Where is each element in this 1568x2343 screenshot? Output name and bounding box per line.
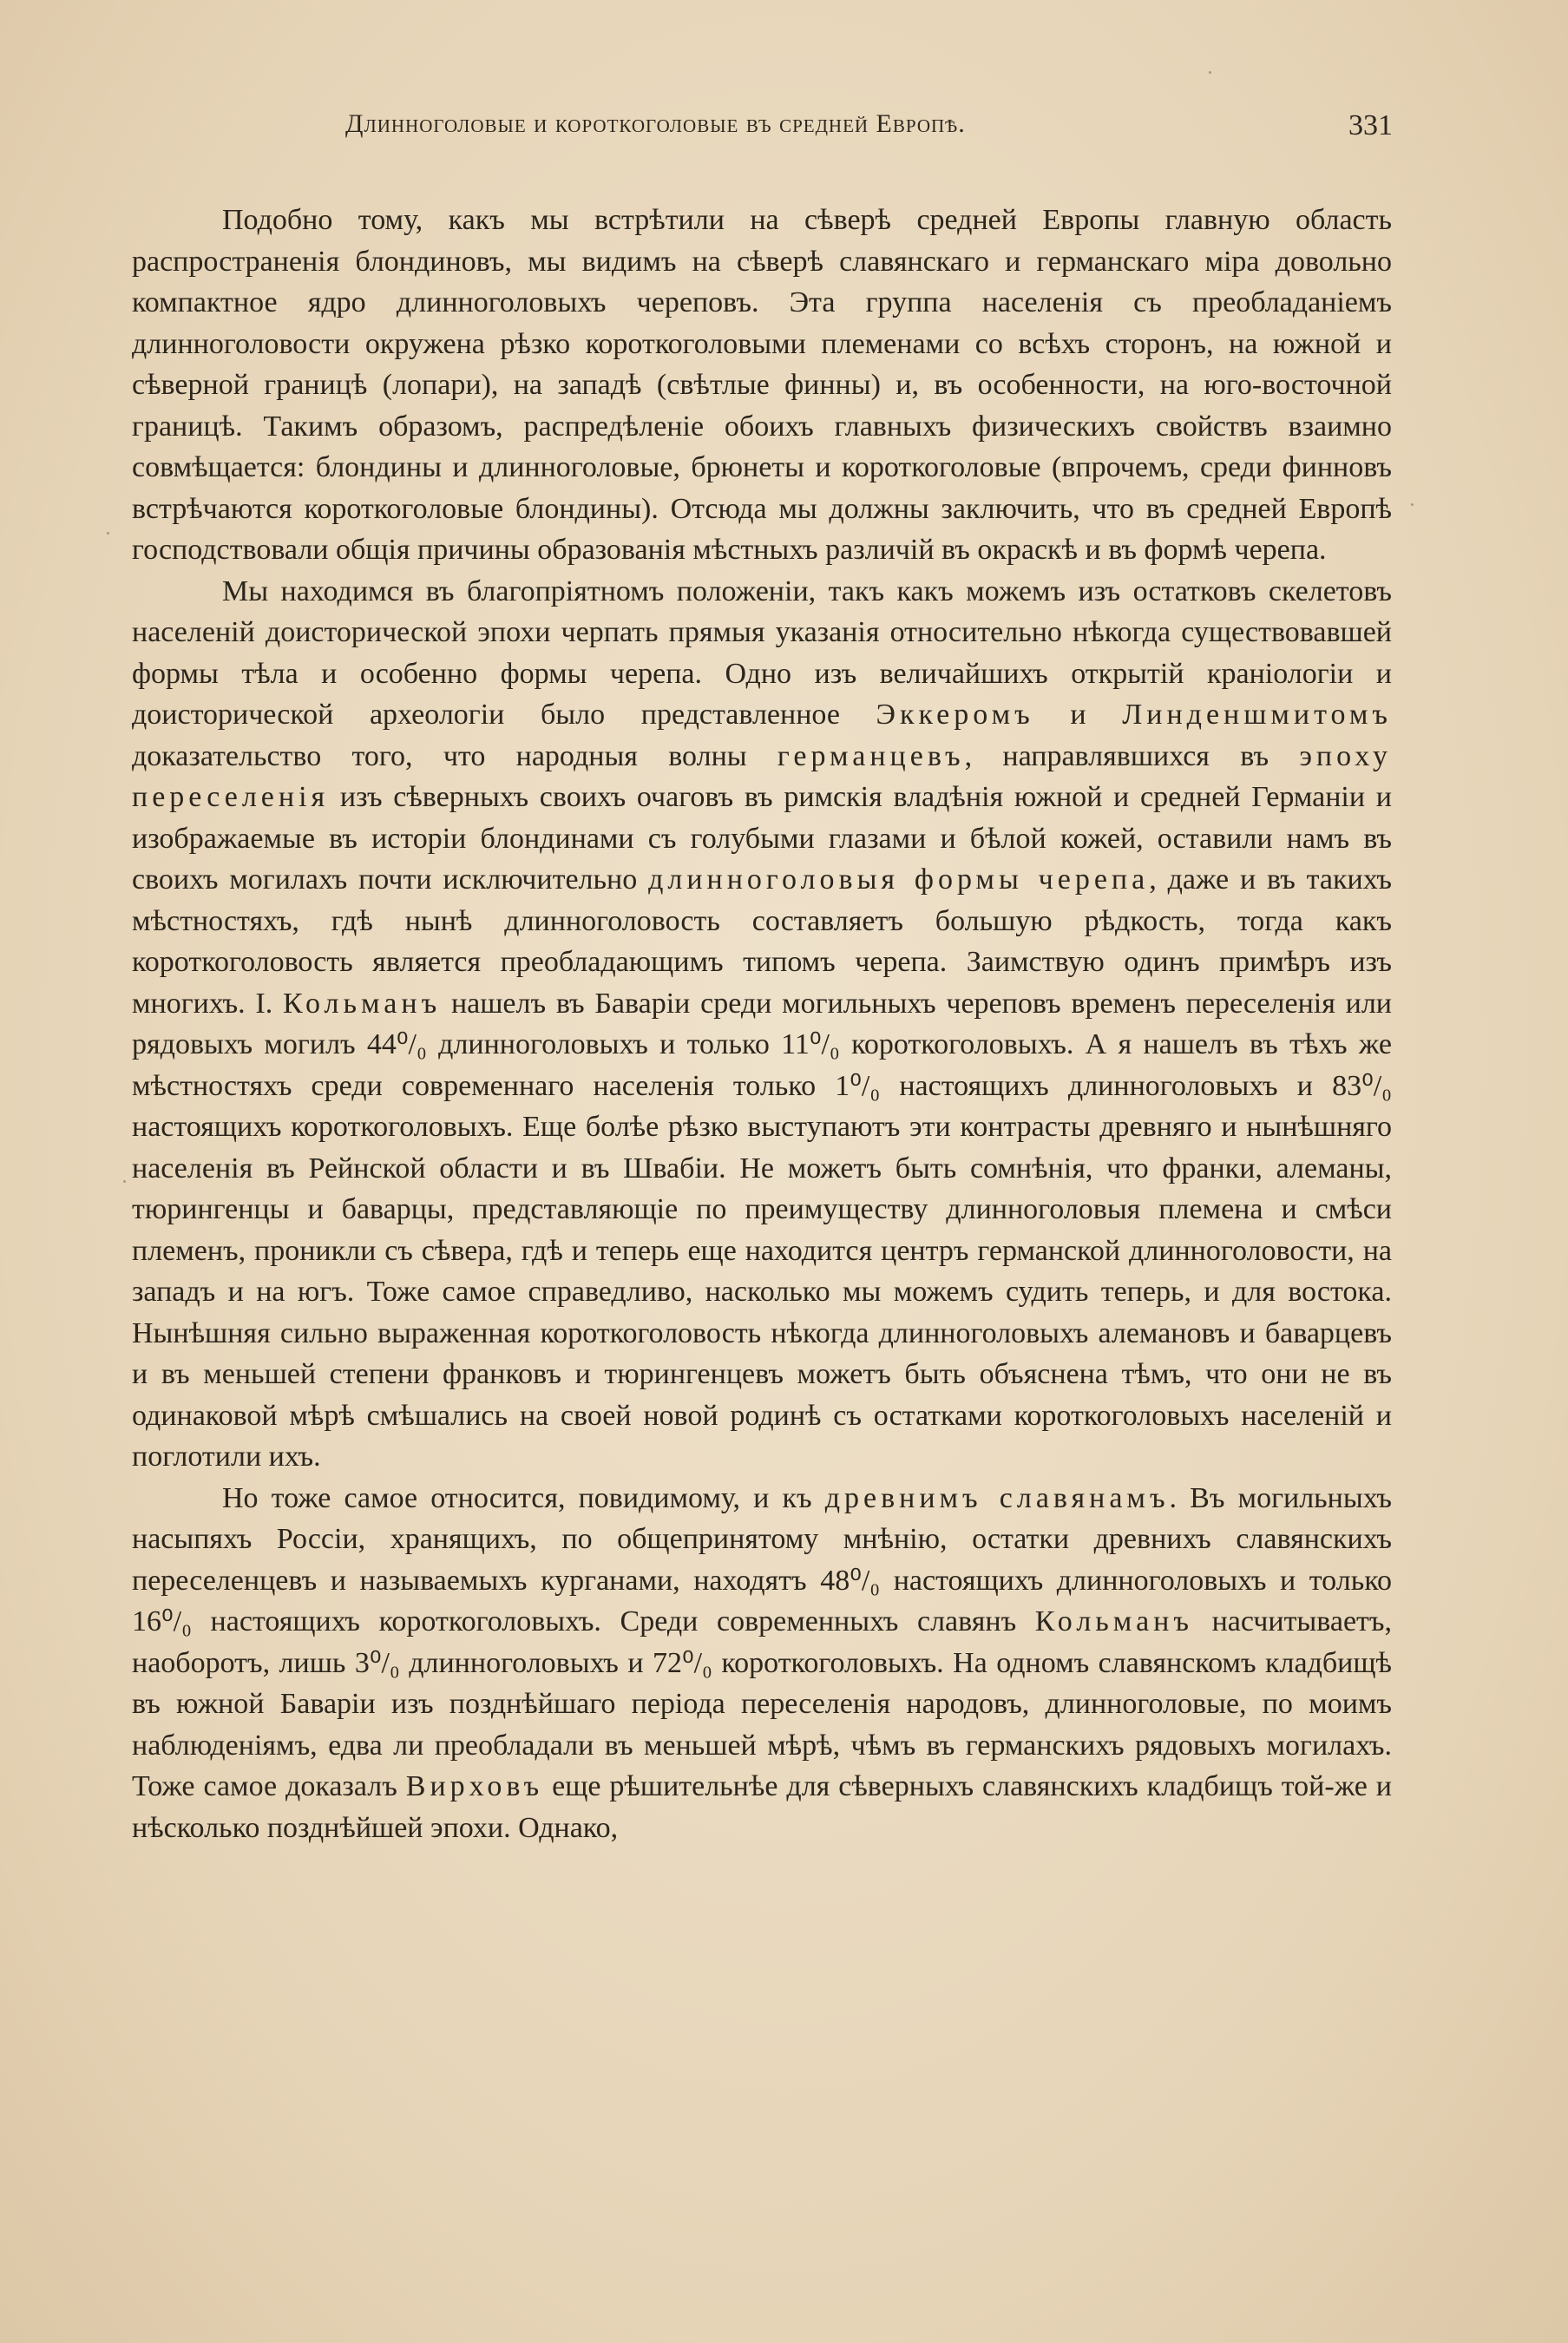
body-text xyxy=(132,200,1392,1848)
text-run: Мы находимся въ благопріятномъ положеніи, такъ какъ можемъ изъ остатковъ скелетовъ населеній доисторической эпохи черпать прямыя указанія относительно нѣкогда существовавшей формы тѣла и особенно формы черепа. Одно изъ величайшихъ открытій краніологіи и доисторической археологіи было представленное xyxy=(132,574,1392,731)
spaced-emphasis: Кольманъ xyxy=(1034,1605,1193,1637)
paragraph xyxy=(132,200,1392,571)
spaced-emphasis: Эккеромъ xyxy=(876,699,1034,731)
text-run: , даже и въ такихъ мѣстностяхъ, гдѣ нынѣ длинноголовость составляетъ большую рѣдкость, тогда какъ короткоголовость является преобладающимъ типомъ черепа. Заимствую одинъ примѣръ изъ многихъ. I. xyxy=(132,863,1392,1020)
text-run: Подобно тому, какъ мы встрѣтили на сѣверѣ средней Европы главную область распространенія блондиновъ, мы видимъ на сѣверѣ славянскаго и германскаго міра довольно компактное ядро длинноголовыхъ череповъ. Эта группа населенія съ преобладаніемъ длинноголовости окружена рѣзко короткоголовыми племенами со всѣхъ сторонъ, на южной и сѣверной границѣ (лопари), на западѣ (свѣтлые финны) и, въ особенности, на юго-восточной границѣ. Такимъ образомъ, распредѣленіе обоихъ главныхъ физическихъ свойствъ взаимно совмѣщается: блондины и длинноголовые, брюнеты и короткоголовые (впрочемъ, среди финновъ встрѣчаются короткоголовые блондины). Отсюда мы должны заключить, что въ средней Европѣ господствовали общія причины образованія мѣстныхъ различій въ окраскѣ и въ формѣ черепа. xyxy=(132,204,1392,566)
spaced-emphasis: Линденшмитомъ xyxy=(1122,699,1392,731)
spaced-emphasis: древнимъ славянамъ xyxy=(824,1481,1170,1514)
spaced-emphasis: Вирховъ xyxy=(405,1770,544,1802)
paper-speck xyxy=(107,532,109,535)
paper-speck xyxy=(1411,503,1414,506)
spaced-emphasis: Кольманъ xyxy=(283,987,442,1020)
page-header xyxy=(217,109,1393,153)
text-run: изъ сѣверныхъ своихъ очаговъ въ римскія владѣнія южной и средней Германіи и изображаемые въ исторіи блондинами съ голубыми глазами и бѣлой кожей, оставили намъ въ своихъ могилахъ почти исключительно xyxy=(132,781,1392,896)
text-run: . Въ могильныхъ насыпяхъ Россіи, хранящихъ, по общепринятому мнѣнію, остатки древнихъ славянскихъ переселенцевъ и называемыхъ курганами, находятъ 48⁰/₀ настоящихъ длинноголовыхъ и только 16⁰/₀ настоящихъ короткоголовыхъ. Среди современныхъ славянъ xyxy=(132,1481,1393,1637)
text-run: еще рѣшительнѣе для сѣверныхъ славянскихъ кладбищъ той-же и нѣсколько позднѣйшей эпохи. Однако, xyxy=(132,1770,1392,1844)
text-run: насчитываетъ, наоборотъ, лишь 3⁰/₀ длинноголовыхъ и 72⁰/₀ короткоголовыхъ. На одномъ славянскомъ кладбищѣ въ южной Баваріи изъ позднѣйшаго періода переселенія народовъ, длинноголовые, по моимъ наблюденіямъ, едва ли преобладали въ меньшей мѣрѣ, чѣмъ въ германскихъ рядовыхъ могилахъ. Тоже самое доказалъ xyxy=(132,1605,1393,1802)
text-run: нашелъ въ Баваріи среди могильныхъ череповъ временъ переселенія или рядовыхъ могилъ 44⁰/₀ длинноголовыхъ и только 11⁰/₀ короткоголовыхъ. А я нашелъ въ тѣхъ же мѣстностяхъ среди современнаго населенія только 1⁰/₀ настоящихъ длинноголовыхъ и 83⁰/₀ настоящихъ короткоголовыхъ. Еще болѣе рѣзко выступаютъ эти контрасты древняго и нынѣшняго населенія въ Рейнской области и въ Швабіи. Не можетъ быть сомнѣнія, что франки, алеманы, тюрингенцы и баварцы, представляющіе по преимуществу длинноголовыя племена и смѣси племенъ, проникли съ сѣвера, гдѣ и теперь еще находится центръ германской длинноголовости, на западъ и на югъ. Тоже самое справедливо, насколько мы можемъ судить теперь, и для востока. Нынѣшняя сильно выраженная короткоголовость нѣкогда длинноголовыхъ алемановъ и баварцевъ и въ меньшей степени франковъ и тюрингенцевъ можетъ быть объяснена тѣмъ, что они не въ одинаковой мѣрѣ смѣшались на своей новой родинѣ съ остатками короткоголовыхъ населеній и поглотили ихъ. xyxy=(132,987,1392,1473)
spaced-emphasis: эпоху переселенія xyxy=(132,739,1392,813)
paragraph xyxy=(132,1478,1392,1849)
text-run: Но тоже самое относится, повидимому, и къ xyxy=(222,1481,825,1514)
paper-speck xyxy=(1209,71,1211,74)
spaced-emphasis: длинноголовыя формы черепа xyxy=(648,863,1150,896)
paper-speck xyxy=(123,1180,126,1183)
page-number: 331 xyxy=(1348,109,1393,141)
paragraph xyxy=(132,571,1392,1478)
text-run: доказательство того, что народныя волны xyxy=(132,739,777,772)
spaced-emphasis: германцевъ xyxy=(777,739,965,772)
text-run: и xyxy=(1033,699,1123,731)
text-run: , направлявшихся въ xyxy=(964,739,1300,772)
running-head: Длинноголовые и короткоголовые въ средней Европѣ. xyxy=(345,109,966,138)
